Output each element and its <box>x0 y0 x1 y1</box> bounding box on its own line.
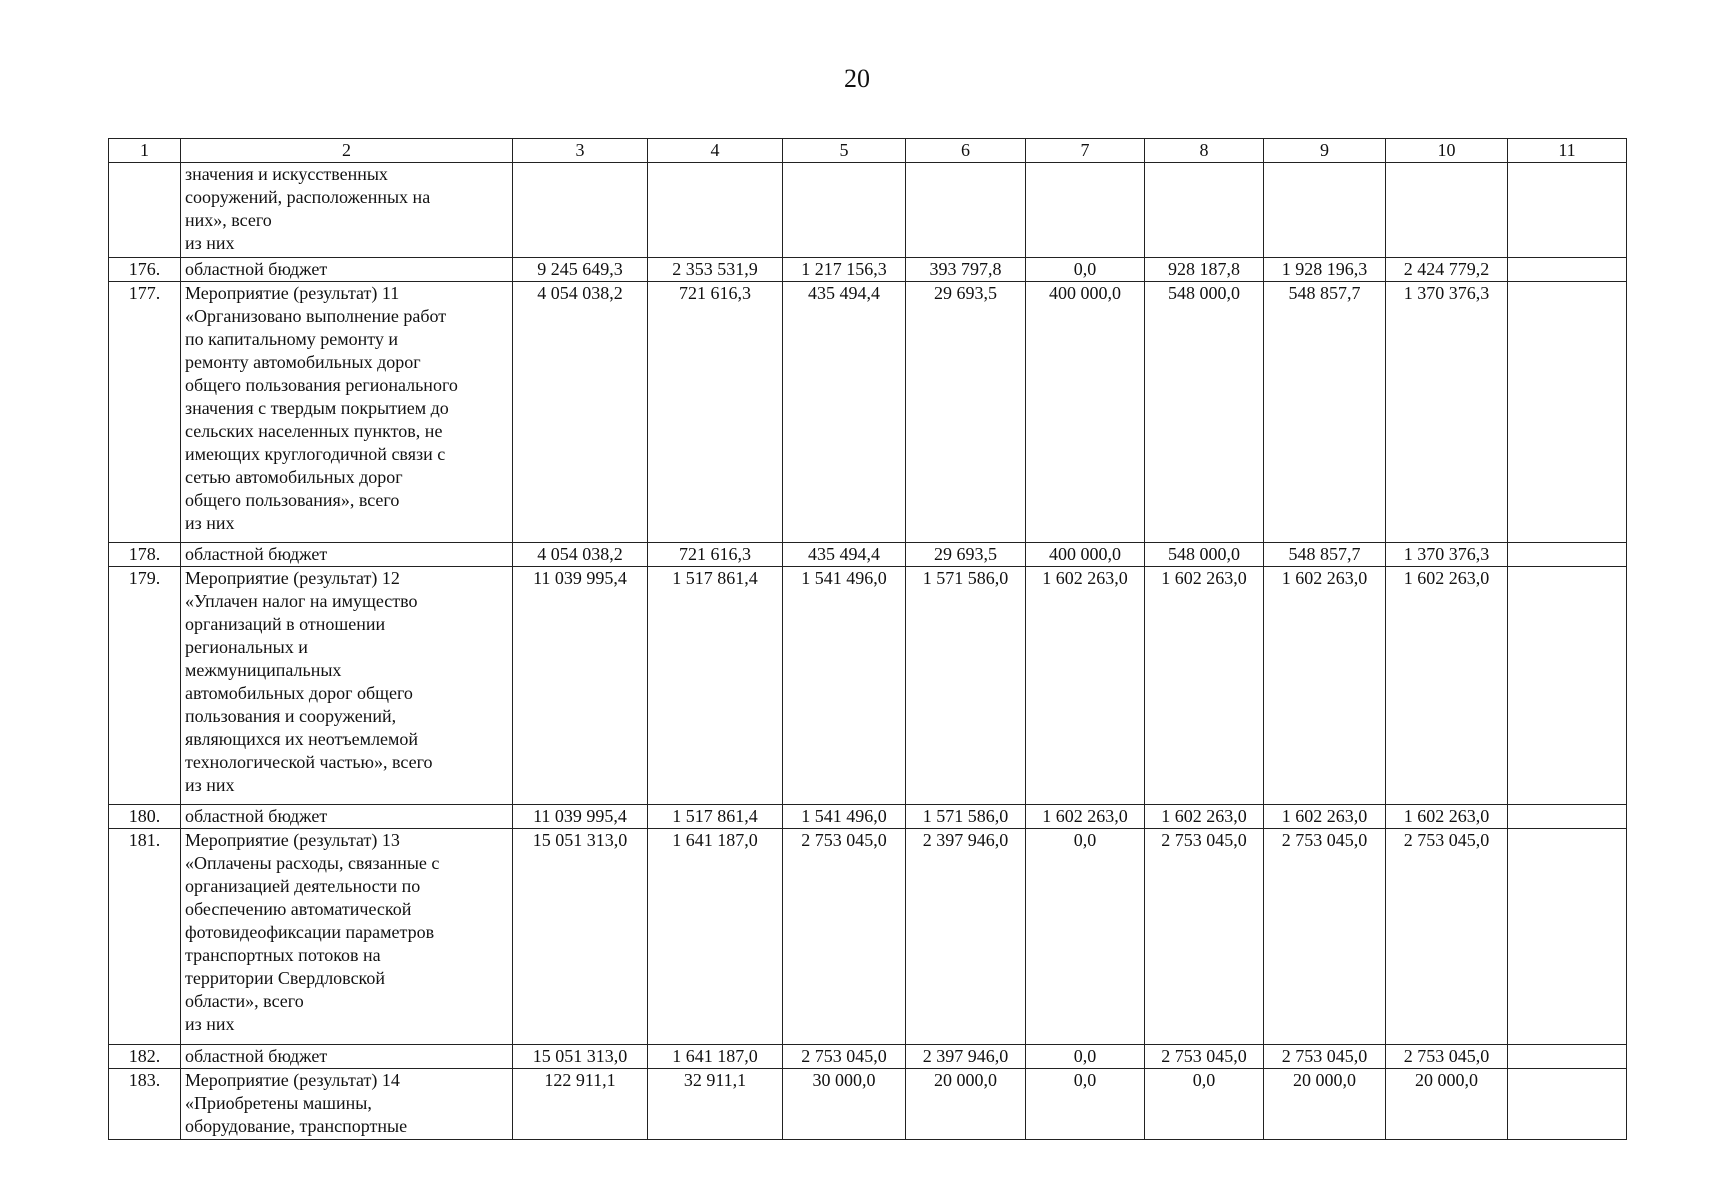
value-cell: 1 541 496,0 <box>783 805 906 829</box>
value-cell: 548 000,0 <box>1145 543 1264 567</box>
value-cell: 20 000,0 <box>1386 1069 1508 1140</box>
value-cell: 1 641 187,0 <box>648 829 783 1045</box>
value-cell: 2 353 531,9 <box>648 258 783 282</box>
value-cell: 4 054 038,2 <box>513 543 648 567</box>
value-cell: 20 000,0 <box>1264 1069 1386 1140</box>
value-cell <box>1508 567 1627 805</box>
table-row <box>109 258 1627 282</box>
column-header: 7 <box>1026 139 1145 163</box>
value-cell: 15 051 313,0 <box>513 829 648 1045</box>
value-cell: 928 187,8 <box>1145 258 1264 282</box>
table-row <box>109 805 1627 829</box>
row-number: 178. <box>109 543 181 567</box>
value-cell: 29 693,5 <box>906 282 1026 543</box>
row-description: областной бюджет <box>181 1045 513 1069</box>
value-cell <box>1508 163 1627 258</box>
row-description: областной бюджет <box>181 258 513 282</box>
value-cell: 20 000,0 <box>906 1069 1026 1140</box>
value-cell: 721 616,3 <box>648 282 783 543</box>
value-cell: 435 494,4 <box>783 282 906 543</box>
row-number: 179. <box>109 567 181 805</box>
value-cell: 1 217 156,3 <box>783 258 906 282</box>
table-row <box>109 282 1627 543</box>
column-header: 2 <box>181 139 513 163</box>
value-cell: 1 571 586,0 <box>906 567 1026 805</box>
value-cell <box>1508 258 1627 282</box>
row-number: 181. <box>109 829 181 1045</box>
table-row <box>109 829 1627 1045</box>
value-cell: 1 541 496,0 <box>783 567 906 805</box>
value-cell: 1 602 263,0 <box>1145 567 1264 805</box>
row-number: 180. <box>109 805 181 829</box>
value-cell: 1 602 263,0 <box>1264 805 1386 829</box>
column-header: 1 <box>109 139 181 163</box>
value-cell: 435 494,4 <box>783 543 906 567</box>
column-header: 8 <box>1145 139 1264 163</box>
value-cell <box>648 163 783 258</box>
value-cell: 122 911,1 <box>513 1069 648 1140</box>
value-cell: 1 602 263,0 <box>1264 567 1386 805</box>
value-cell: 2 397 946,0 <box>906 1045 1026 1069</box>
value-cell: 1 602 263,0 <box>1026 567 1145 805</box>
value-cell: 721 616,3 <box>648 543 783 567</box>
table-row <box>109 567 1627 805</box>
column-number-header-row <box>109 139 1627 163</box>
value-cell: 11 039 995,4 <box>513 805 648 829</box>
value-cell: 1 928 196,3 <box>1264 258 1386 282</box>
row-description: Мероприятие (результат) 13 «Оплачены расходы, связанные с организацией деятельности по обеспечению автоматической фотовидеофиксации параметров транспортных потоков на территории Свердловской области», всего из них <box>181 829 513 1045</box>
value-cell: 2 424 779,2 <box>1386 258 1508 282</box>
table-row <box>109 1069 1627 1140</box>
column-header: 4 <box>648 139 783 163</box>
value-cell: 1 641 187,0 <box>648 1045 783 1069</box>
value-cell: 2 753 045,0 <box>783 1045 906 1069</box>
table-row <box>109 543 1627 567</box>
value-cell <box>1508 1069 1627 1140</box>
column-header: 11 <box>1508 139 1627 163</box>
budget-table <box>108 138 1627 1140</box>
value-cell: 1 602 263,0 <box>1386 805 1508 829</box>
value-cell <box>1264 163 1386 258</box>
value-cell: 1 370 376,3 <box>1386 543 1508 567</box>
row-description: Мероприятие (результат) 14 «Приобретены машины, оборудование, транспортные <box>181 1069 513 1140</box>
value-cell: 548 000,0 <box>1145 282 1264 543</box>
value-cell <box>1508 282 1627 543</box>
value-cell <box>1508 805 1627 829</box>
value-cell <box>1508 829 1627 1045</box>
value-cell: 30 000,0 <box>783 1069 906 1140</box>
value-cell: 400 000,0 <box>1026 282 1145 543</box>
value-cell <box>906 163 1026 258</box>
value-cell: 1 602 263,0 <box>1386 567 1508 805</box>
value-cell: 2 753 045,0 <box>1145 1045 1264 1069</box>
value-cell: 2 397 946,0 <box>906 829 1026 1045</box>
value-cell: 1 602 263,0 <box>1026 805 1145 829</box>
value-cell: 1 517 861,4 <box>648 805 783 829</box>
value-cell: 4 054 038,2 <box>513 282 648 543</box>
column-header: 9 <box>1264 139 1386 163</box>
row-description: Мероприятие (результат) 12 «Уплачен налог на имущество организаций в отношении региональных и межмуниципальных автомобильных дорог общего пользования и сооружений, являющихся их неотъемлемой технологической частью», всего из них <box>181 567 513 805</box>
value-cell <box>1386 163 1508 258</box>
row-description: значения и искусственных сооружений, расположенных на них», всего из них <box>181 163 513 258</box>
value-cell: 0,0 <box>1026 258 1145 282</box>
value-cell <box>1508 543 1627 567</box>
value-cell: 0,0 <box>1026 829 1145 1045</box>
value-cell: 2 753 045,0 <box>1264 1045 1386 1069</box>
value-cell: 400 000,0 <box>1026 543 1145 567</box>
table-row <box>109 163 1627 258</box>
value-cell: 11 039 995,4 <box>513 567 648 805</box>
value-cell: 2 753 045,0 <box>1386 829 1508 1045</box>
value-cell: 1 517 861,4 <box>648 567 783 805</box>
row-number: 183. <box>109 1069 181 1140</box>
value-cell: 0,0 <box>1026 1069 1145 1140</box>
value-cell: 393 797,8 <box>906 258 1026 282</box>
value-cell <box>783 163 906 258</box>
value-cell <box>513 163 648 258</box>
column-header: 10 <box>1386 139 1508 163</box>
row-description: областной бюджет <box>181 543 513 567</box>
value-cell: 32 911,1 <box>648 1069 783 1140</box>
row-description: областной бюджет <box>181 805 513 829</box>
value-cell: 2 753 045,0 <box>1145 829 1264 1045</box>
column-header: 3 <box>513 139 648 163</box>
value-cell: 548 857,7 <box>1264 282 1386 543</box>
value-cell: 2 753 045,0 <box>1264 829 1386 1045</box>
table-row <box>109 1045 1627 1069</box>
value-cell: 9 245 649,3 <box>513 258 648 282</box>
value-cell: 1 571 586,0 <box>906 805 1026 829</box>
value-cell: 2 753 045,0 <box>1386 1045 1508 1069</box>
value-cell: 0,0 <box>1026 1045 1145 1069</box>
row-number: 176. <box>109 258 181 282</box>
row-number: 182. <box>109 1045 181 1069</box>
value-cell: 548 857,7 <box>1264 543 1386 567</box>
value-cell: 15 051 313,0 <box>513 1045 648 1069</box>
page-number: 20 <box>844 64 870 93</box>
value-cell: 2 753 045,0 <box>783 829 906 1045</box>
column-header: 5 <box>783 139 906 163</box>
value-cell: 29 693,5 <box>906 543 1026 567</box>
value-cell: 1 370 376,3 <box>1386 282 1508 543</box>
value-cell <box>1026 163 1145 258</box>
row-description: Мероприятие (результат) 11 «Организовано выполнение работ по капитальному ремонту и ремонту автомобильных дорог общего пользования регионального значения с твердым покрытием до сельских населенных пунктов, не имеющих круглогодичной связи с сетью автомобильных дорог общего пользования», всего из них <box>181 282 513 543</box>
value-cell: 0,0 <box>1145 1069 1264 1140</box>
value-cell <box>1508 1045 1627 1069</box>
row-number <box>109 163 181 258</box>
value-cell <box>1145 163 1264 258</box>
value-cell: 1 602 263,0 <box>1145 805 1264 829</box>
column-header: 6 <box>906 139 1026 163</box>
row-number: 177. <box>109 282 181 543</box>
